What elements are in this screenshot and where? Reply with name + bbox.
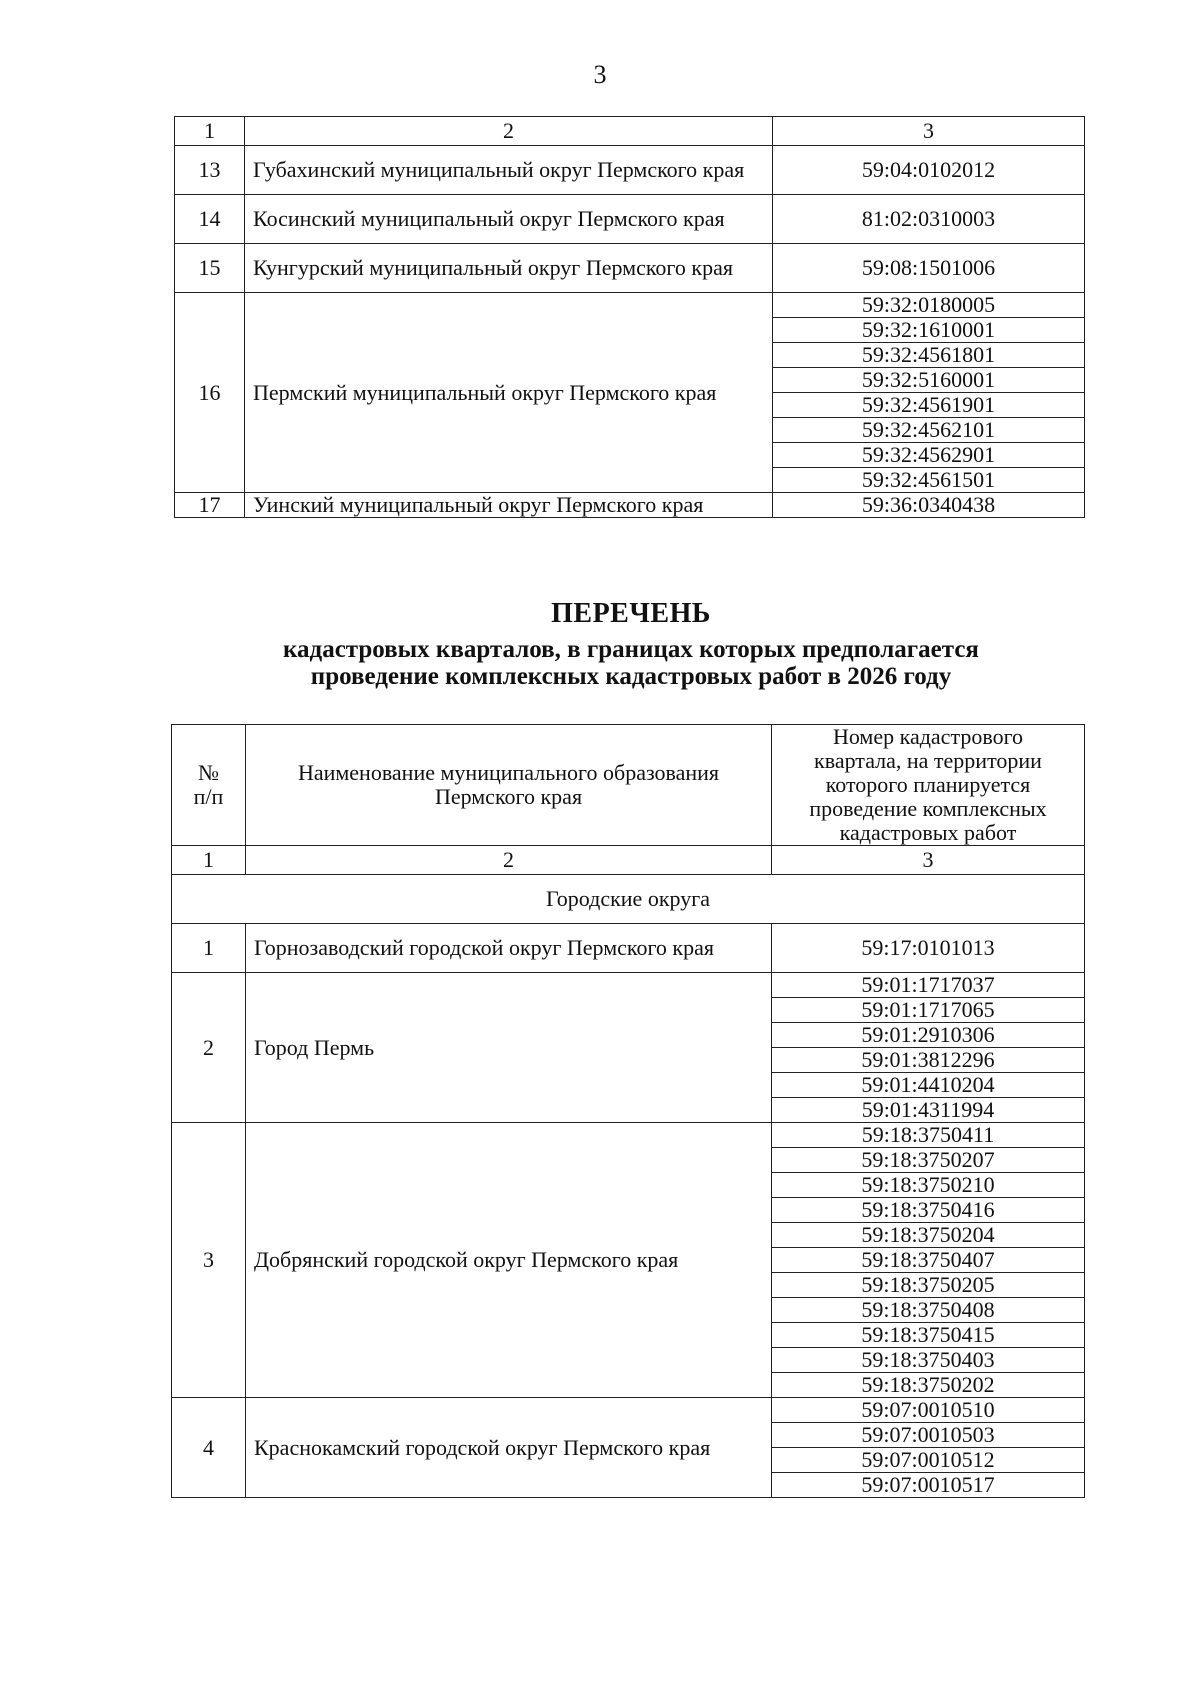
- subtitle-line-2: проведение комплексных кадастровых работ в 2026 году: [310, 663, 952, 690]
- cadastral-code: 59:18:3750411: [772, 1123, 1085, 1148]
- document-title: ПЕРЕЧЕНЬ: [551, 598, 711, 629]
- column-index-3: 3: [772, 846, 1085, 875]
- header-code: [772, 725, 1085, 846]
- cadastral-code: 59:18:3750210: [772, 1173, 1085, 1198]
- cadastral-code: 59:32:4561901: [773, 393, 1085, 418]
- header-name-line-2: Пермского края: [434, 784, 583, 809]
- column-index-2: 2: [245, 117, 773, 146]
- header-name: [246, 725, 772, 846]
- header-number-line-2: п/п: [193, 784, 224, 809]
- table-row: [172, 1398, 1085, 1423]
- cadastral-code: 59:18:3750408: [772, 1298, 1085, 1323]
- municipality-name: Добрянский городской округ Пермского края: [246, 1123, 772, 1398]
- column-index-1: 1: [172, 846, 246, 875]
- municipality-name: Губахинский муниципальный округ Пермского края: [245, 146, 773, 195]
- table-row: [175, 244, 1085, 293]
- row-number: 3: [172, 1123, 246, 1398]
- cadastral-code: 59:07:0010510: [772, 1398, 1085, 1423]
- row-number: 17: [175, 493, 245, 518]
- table-row: [175, 293, 1085, 318]
- column-index-2: 2: [246, 846, 772, 875]
- municipality-name: Город Пермь: [246, 973, 772, 1123]
- table-row: [172, 924, 1085, 973]
- subtitle-line-1: кадастровых кварталов, в границах которых предполагается: [283, 636, 979, 663]
- header-code-line-3: которого планируется: [825, 772, 1031, 797]
- header-code-line-2: квартала, на территории: [814, 748, 1042, 773]
- cadastral-code: 59:01:1717065: [772, 998, 1085, 1023]
- table-row: [175, 195, 1085, 244]
- cadastral-code: 59:01:4410204: [772, 1073, 1085, 1098]
- table-row: [175, 146, 1085, 195]
- row-number: 14: [175, 195, 245, 244]
- cadastral-code: 59:01:4311994: [772, 1098, 1085, 1123]
- cadastral-code: 59:32:0180005: [773, 293, 1085, 318]
- cadastral-code: 59:32:4562101: [773, 418, 1085, 443]
- row-number: 1: [172, 924, 246, 973]
- header-code-line-4: проведение комплексных: [809, 796, 1047, 821]
- header-number: [172, 725, 246, 846]
- row-number: 4: [172, 1398, 246, 1498]
- cadastral-code: 59:07:0010503: [772, 1423, 1085, 1448]
- municipality-name: Пермский муниципальный округ Пермского края: [245, 293, 773, 493]
- cadastral-code: 59:32:4561501: [773, 468, 1085, 493]
- cadastral-code: 59:32:1610001: [773, 318, 1085, 343]
- section-row: [172, 875, 1085, 924]
- cadastral-code: 59:17:0101013: [772, 924, 1085, 973]
- cadastral-code: 59:18:3750207: [772, 1148, 1085, 1173]
- cadastral-code: 59:32:4561801: [773, 343, 1085, 368]
- municipality-name: Уинский муниципальный округ Пермского края: [245, 493, 773, 518]
- row-number: 2: [172, 973, 246, 1123]
- municipality-name: Краснокамский городской округ Пермского края: [246, 1398, 772, 1498]
- cadastral-code: 59:18:3750415: [772, 1323, 1085, 1348]
- cadastral-code: 59:01:1717037: [772, 973, 1085, 998]
- column-index-row: [172, 846, 1085, 875]
- cadastral-code: 59:18:3750403: [772, 1348, 1085, 1373]
- municipality-name: Горнозаводский городской округ Пермского края: [246, 924, 772, 973]
- section-title: Городские округа: [172, 875, 1085, 924]
- cadastral-code: 81:02:0310003: [773, 195, 1085, 244]
- main-table: [171, 724, 1085, 1498]
- header-name-line-1: Наименование муниципального образования: [297, 760, 720, 785]
- column-index-1: 1: [175, 117, 245, 146]
- cadastral-code: 59:18:3750407: [772, 1248, 1085, 1273]
- cadastral-code: 59:18:3750202: [772, 1373, 1085, 1398]
- table-row: [175, 493, 1085, 518]
- municipality-name: Кунгурский муниципальный округ Пермского края: [245, 244, 773, 293]
- header-row: [172, 725, 1085, 846]
- cadastral-code: 59:36:0340438: [773, 493, 1085, 518]
- table-row: [172, 973, 1085, 998]
- row-number: 13: [175, 146, 245, 195]
- cadastral-code: 59:32:4562901: [773, 443, 1085, 468]
- cadastral-code: 59:18:3750416: [772, 1198, 1085, 1223]
- header-code-line-1: Номер кадастрового: [832, 724, 1024, 749]
- cadastral-code: 59:01:3812296: [772, 1048, 1085, 1073]
- document-subtitle: [0, 636, 1200, 690]
- table-row: [172, 1123, 1085, 1148]
- row-number: 15: [175, 244, 245, 293]
- column-index-row: [175, 117, 1085, 146]
- cadastral-code: 59:04:0102012: [773, 146, 1085, 195]
- municipality-name: Косинский муниципальный округ Пермского края: [245, 195, 773, 244]
- cadastral-code: 59:08:1501006: [773, 244, 1085, 293]
- header-code-line-5: кадастровых работ: [839, 820, 1017, 845]
- cadastral-code: 59:07:0010512: [772, 1448, 1085, 1473]
- cadastral-code: 59:07:0010517: [772, 1473, 1085, 1498]
- cadastral-code: 59:01:2910306: [772, 1023, 1085, 1048]
- cadastral-code: 59:18:3750205: [772, 1273, 1085, 1298]
- row-number: 16: [175, 293, 245, 493]
- cadastral-code: 59:18:3750204: [772, 1223, 1085, 1248]
- cadastral-code: 59:32:5160001: [773, 368, 1085, 393]
- header-number-line-1: №: [198, 760, 219, 785]
- page-number: 3: [593, 60, 607, 89]
- column-index-3: 3: [773, 117, 1085, 146]
- continuation-table: [174, 116, 1085, 518]
